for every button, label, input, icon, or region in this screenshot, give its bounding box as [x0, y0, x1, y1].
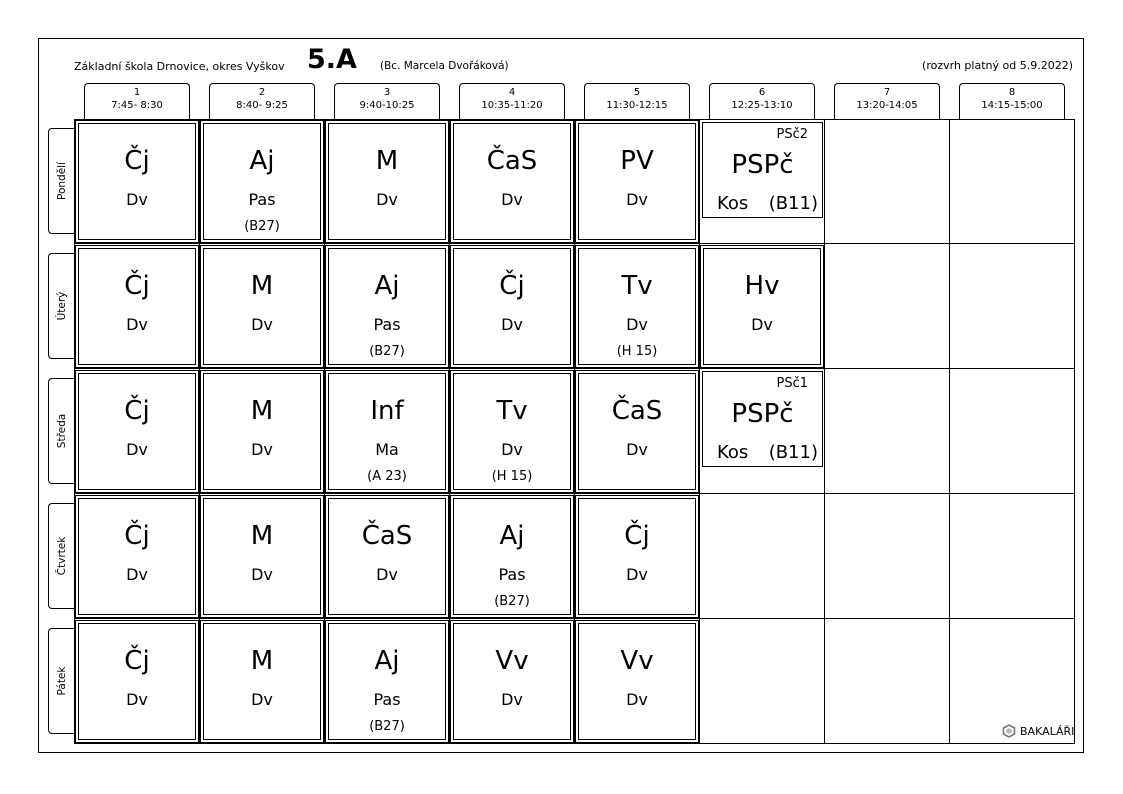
lesson-teacher: Pas — [373, 315, 401, 334]
lesson-card[interactable] — [200, 495, 324, 618]
lesson-room: (B11) — [768, 442, 818, 463]
lesson-teacher: Dv — [751, 315, 773, 334]
lesson-subject: M — [250, 271, 274, 301]
lesson-teacher: Dv — [501, 690, 523, 709]
lesson-subject: Čj — [124, 271, 150, 301]
lesson-teacher: Dv — [376, 190, 398, 209]
lesson-card[interactable] — [325, 245, 449, 368]
lesson-teacher: Pas — [248, 190, 276, 209]
lesson-subject: M — [375, 146, 399, 176]
lesson-card[interactable] — [75, 495, 199, 618]
lesson-teacher: Kos — [717, 442, 749, 463]
lesson-teacher: Ma — [375, 440, 399, 459]
lesson-teacher: Dv — [501, 190, 523, 209]
period-time: 12:25-13:10 — [731, 100, 793, 111]
lesson-subject: Čj — [624, 521, 650, 551]
lesson-teacher: Pas — [373, 690, 401, 709]
day-name: Středa — [55, 413, 68, 449]
lesson-teacher: Dv — [126, 690, 148, 709]
class-teacher: (Bc. Marcela Dvořáková) — [380, 60, 509, 72]
lesson-room: (B27) — [244, 219, 280, 234]
lesson-teacher: Dv — [126, 315, 148, 334]
period-header — [584, 83, 690, 119]
period-time: 11:30-12:15 — [606, 100, 668, 111]
period-number: 1 — [133, 87, 141, 98]
lesson-card[interactable] — [575, 120, 699, 243]
lesson-subject: Aj — [374, 271, 400, 301]
lesson-teacher: Dv — [126, 190, 148, 209]
lesson-card[interactable] — [450, 370, 574, 493]
day-name: Úterý — [55, 291, 68, 321]
lesson-subject: ČaS — [486, 146, 538, 176]
grid-line — [74, 243, 1075, 244]
group-lesson-card[interactable] — [702, 371, 823, 467]
lesson-teacher: Dv — [126, 565, 148, 584]
day-label-patek — [48, 628, 74, 734]
period-number: 5 — [633, 87, 641, 98]
lesson-card[interactable] — [200, 120, 324, 243]
lesson-room: (B11) — [768, 193, 818, 214]
lesson-teacher: Dv — [126, 440, 148, 459]
period-time: 14:15-15:00 — [981, 100, 1043, 111]
period-header — [334, 83, 440, 119]
lesson-teacher: Pas — [498, 565, 526, 584]
lesson-room: (H 15) — [616, 344, 658, 359]
lesson-subject: Čj — [124, 646, 150, 676]
lesson-subject: Hv — [744, 271, 780, 301]
period-time: 8:40- 9:25 — [236, 100, 288, 111]
lesson-card[interactable] — [450, 245, 574, 368]
period-number: 8 — [1008, 87, 1016, 98]
lesson-room: (H 15) — [491, 469, 533, 484]
lesson-card-inner — [203, 623, 321, 740]
lesson-subject: M — [250, 396, 274, 426]
day-name: Pátek — [55, 666, 68, 696]
lesson-card-inner — [578, 123, 696, 240]
lesson-subject: Tv — [621, 271, 653, 301]
class-name: 5.A — [307, 44, 357, 75]
period-time: 13:20-14:05 — [856, 100, 918, 111]
lesson-card-inner — [203, 248, 321, 365]
period-header — [959, 83, 1065, 119]
lesson-card[interactable] — [200, 245, 324, 368]
grid-line — [74, 493, 1075, 494]
lesson-card-inner — [78, 498, 196, 615]
lesson-card-inner — [578, 623, 696, 740]
lesson-teacher: Dv — [626, 690, 648, 709]
period-header — [834, 83, 940, 119]
lesson-card[interactable] — [450, 620, 574, 743]
lesson-card-inner — [453, 248, 571, 365]
lesson-room: (B27) — [369, 344, 405, 359]
lesson-card[interactable] — [575, 495, 699, 618]
period-number: 6 — [758, 87, 766, 98]
lesson-card[interactable] — [575, 620, 699, 743]
grid-line — [699, 119, 700, 744]
lesson-subject: M — [250, 521, 274, 551]
grid-line — [74, 368, 1075, 369]
lesson-teacher: Dv — [501, 315, 523, 334]
lesson-card[interactable] — [200, 370, 324, 493]
lesson-card-inner — [78, 123, 196, 240]
period-header — [84, 83, 190, 119]
day-label-pondeli — [48, 128, 74, 234]
bakalari-logo — [1002, 724, 1074, 738]
lesson-subject: Vv — [620, 646, 654, 676]
lesson-card[interactable] — [200, 620, 324, 743]
group-name: PSč2 — [776, 127, 808, 142]
lesson-room: (B27) — [494, 594, 530, 609]
lesson-subject: Aj — [249, 146, 275, 176]
lesson-subject: ČaS — [611, 396, 663, 426]
lesson-card-inner — [203, 373, 321, 490]
period-number: 2 — [258, 87, 266, 98]
validity-date: (rozvrh platný od 5.9.2022) — [922, 59, 1073, 72]
lesson-subject: Inf — [370, 396, 404, 426]
lesson-teacher: Kos — [717, 193, 749, 214]
period-header — [709, 83, 815, 119]
lesson-subject: PSPč — [731, 399, 794, 429]
lesson-card[interactable] — [575, 245, 699, 368]
lesson-teacher: Dv — [626, 315, 648, 334]
day-label-streda — [48, 378, 74, 484]
logo-text: BAKALÁŘI — [1020, 724, 1075, 738]
lesson-card[interactable] — [75, 245, 199, 368]
lesson-card[interactable] — [325, 495, 449, 618]
lesson-card[interactable] — [325, 620, 449, 743]
group-name: PSč1 — [776, 376, 808, 391]
lesson-teacher: Dv — [251, 690, 273, 709]
lesson-card[interactable] — [325, 370, 449, 493]
lesson-card-inner — [78, 248, 196, 365]
lesson-room: (B27) — [369, 719, 405, 734]
lesson-teacher: Dv — [626, 190, 648, 209]
lesson-teacher: Dv — [251, 440, 273, 459]
lesson-card[interactable] — [75, 620, 199, 743]
lesson-card-inner — [78, 623, 196, 740]
lesson-subject: Vv — [495, 646, 529, 676]
day-label-ctvrtek — [48, 503, 74, 609]
lesson-card-inner — [453, 623, 571, 740]
lesson-card-inner — [453, 123, 571, 240]
lesson-teacher: Dv — [501, 440, 523, 459]
day-name: Pondělí — [55, 162, 68, 200]
period-header — [209, 83, 315, 119]
group-lesson-card[interactable] — [702, 122, 823, 218]
grid-line — [824, 119, 825, 744]
lesson-subject: PV — [620, 146, 654, 176]
lesson-card[interactable] — [75, 120, 199, 243]
lesson-teacher: Dv — [376, 565, 398, 584]
lesson-teacher: Dv — [251, 565, 273, 584]
period-number: 7 — [883, 87, 891, 98]
period-number: 3 — [383, 87, 391, 98]
period-time: 9:40-10:25 — [359, 100, 415, 111]
grid-line — [949, 119, 950, 744]
period-header — [459, 83, 565, 119]
lesson-card-inner — [328, 498, 446, 615]
lesson-subject: Čj — [499, 271, 525, 301]
lesson-card-inner — [328, 123, 446, 240]
lesson-card[interactable] — [575, 370, 699, 493]
lesson-card-inner — [203, 498, 321, 615]
lesson-subject: Aj — [374, 646, 400, 676]
lesson-card[interactable] — [700, 245, 824, 368]
period-time: 10:35-11:20 — [481, 100, 543, 111]
grid-line — [74, 618, 1075, 619]
lesson-card[interactable] — [75, 370, 199, 493]
day-label-utery — [48, 253, 74, 359]
lesson-subject: PSPč — [731, 150, 794, 180]
lesson-teacher: Dv — [626, 565, 648, 584]
lesson-teacher: Dv — [251, 315, 273, 334]
lesson-card-inner — [578, 498, 696, 615]
lesson-card-inner — [578, 373, 696, 490]
lesson-subject: Čj — [124, 146, 150, 176]
lesson-room: (A 23) — [367, 469, 407, 484]
lesson-subject: ČaS — [361, 521, 413, 551]
bakalari-logo-icon — [1002, 724, 1016, 738]
period-time: 7:45- 8:30 — [111, 100, 163, 111]
lesson-subject: Aj — [499, 521, 525, 551]
school-name: Základní škola Drnovice, okres Vyškov — [74, 60, 285, 73]
lesson-subject: Čj — [124, 396, 150, 426]
lesson-card-inner — [703, 248, 821, 365]
lesson-card-inner — [78, 373, 196, 490]
lesson-subject: Tv — [496, 396, 528, 426]
lesson-subject: Čj — [124, 521, 150, 551]
lesson-card[interactable] — [450, 495, 574, 618]
lesson-card[interactable] — [325, 120, 449, 243]
period-number: 4 — [508, 87, 516, 98]
lesson-teacher: Dv — [626, 440, 648, 459]
lesson-card[interactable] — [450, 120, 574, 243]
lesson-subject: M — [250, 646, 274, 676]
day-name: Čtvrtek — [55, 536, 68, 576]
